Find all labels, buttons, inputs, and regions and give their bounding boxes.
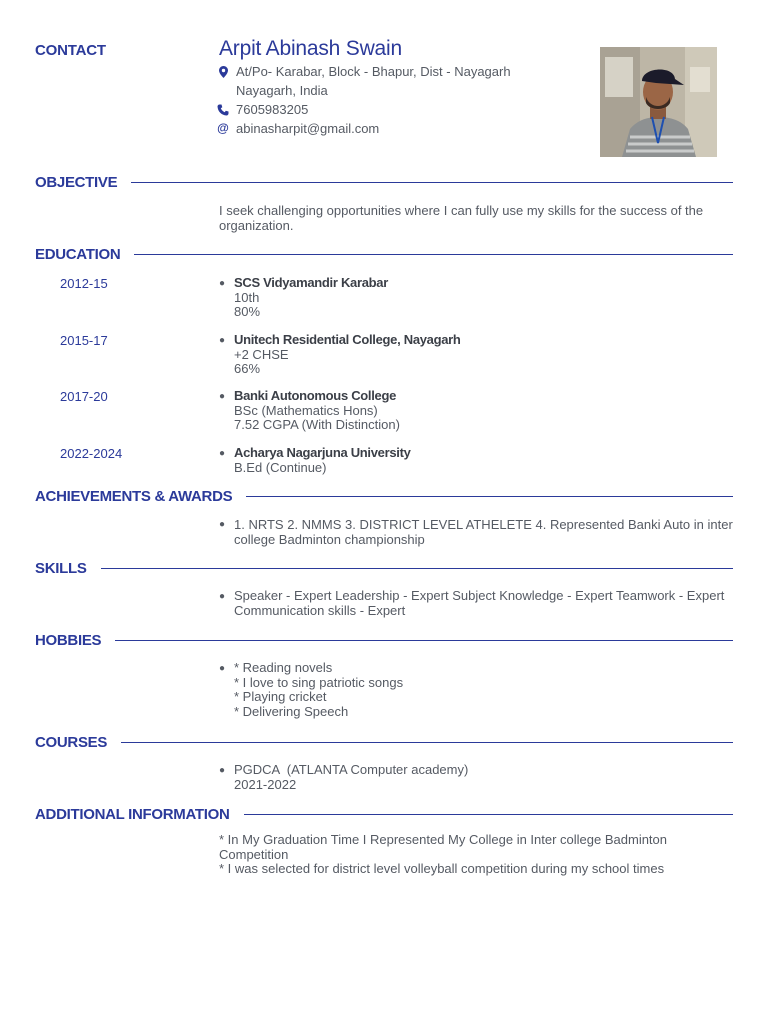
at-sign-icon: @	[217, 121, 229, 135]
section-title: HOBBIES	[35, 632, 102, 649]
bullet: ●	[219, 391, 226, 402]
hobby-item: * Reading novels	[234, 660, 333, 675]
phone-line	[214, 100, 511, 119]
course-name: PGDCA (ATLANTA Computer academy)	[234, 762, 469, 777]
bullet: ●	[219, 278, 226, 289]
bullet: ●	[219, 663, 226, 674]
divider	[131, 182, 733, 183]
section-title: ADDITIONAL INFORMATION	[35, 806, 230, 823]
education-score: 7.52 CGPA (With Distinction)	[234, 417, 400, 432]
address-line2: Nayagarh, India	[236, 83, 328, 98]
divider	[121, 742, 733, 743]
bullet: ●	[219, 765, 226, 776]
education-entry	[234, 276, 388, 320]
divider	[101, 568, 733, 569]
education-years: 2022-2024	[60, 446, 123, 461]
section-title: EDUCATION	[35, 246, 121, 263]
education-years: 2012-15	[60, 276, 108, 291]
skills-text: Speaker - Expert Leadership - Expert Subject Knowledge - Expert Teamwork - Expert Communication skills - Expert	[234, 588, 725, 618]
section-achievements	[35, 488, 733, 505]
section-skills	[35, 560, 733, 577]
address-line-2	[214, 81, 511, 100]
phone-icon	[214, 100, 232, 119]
email-line	[214, 119, 511, 138]
additional-line: * In My Graduation Time I Represented My College in Inter college Badminton Competition	[219, 832, 668, 862]
school-name: Acharya Nagarjuna University	[234, 445, 411, 460]
course-years: 2021-2022	[234, 776, 297, 792]
section-education	[35, 246, 733, 263]
school-name: Unitech Residential College, Nayagarh	[234, 332, 461, 347]
additional-line: * I was selected for district level volleyball competition during my school times	[219, 861, 665, 876]
email-address[interactable]: abinasharpit@gmail.com	[236, 121, 380, 136]
education-detail: +2 CHSE	[234, 346, 289, 362]
hobby-item: * Delivering Speech	[234, 703, 349, 719]
education-entry	[234, 389, 400, 433]
section-title: SKILLS	[35, 560, 87, 577]
education-years: 2015-17	[60, 333, 108, 348]
section-objective	[35, 174, 733, 191]
divider	[244, 814, 734, 815]
education-detail: 10th	[234, 289, 260, 305]
objective-text: I seek challenging opportunities where I can fully use my skills for the success of the organization.	[219, 203, 704, 233]
address-line1: At/Po- Karabar, Block - Bhapur, Dist - Nayagarh	[236, 64, 511, 79]
school-name: SCS Vidyamandir Karabar	[234, 275, 388, 290]
education-score: 66%	[234, 361, 261, 376]
divider	[115, 640, 733, 641]
hobbies-list	[234, 661, 734, 719]
additional-info	[219, 833, 719, 877]
address-line	[214, 62, 511, 81]
education-entry	[234, 333, 461, 377]
education-score: 80%	[234, 304, 261, 319]
education-detail: BSc (Mathematics Hons)	[234, 402, 378, 418]
school-name: Banki Autonomous College	[234, 388, 397, 403]
divider	[246, 496, 733, 497]
hobby-item: * Playing cricket	[234, 689, 327, 704]
phone-number[interactable]: 7605983205	[236, 102, 309, 117]
course-entry	[234, 763, 734, 792]
profile-photo	[600, 47, 717, 157]
bullet: ●	[219, 591, 226, 602]
section-title: COURSES	[35, 734, 108, 751]
hobby-item: * I love to sing patriotic songs	[234, 674, 404, 690]
education-entry	[234, 446, 411, 475]
candidate-name: Arpit Abinash Swain	[219, 37, 402, 60]
education-detail: B.Ed (Continue)	[234, 459, 327, 475]
section-hobbies	[35, 632, 733, 649]
contact-details	[214, 62, 511, 138]
section-title: OBJECTIVE	[35, 174, 118, 191]
section-title: ACHIEVEMENTS & AWARDS	[35, 488, 233, 505]
bullet: ●	[219, 519, 226, 530]
achievements-text: 1. NRTS 2. NMMS 3. DISTRICT LEVEL ATHELETE 4. Represented Banki Auto in inter college Badminton championship	[234, 517, 733, 547]
education-years: 2017-20	[60, 389, 108, 404]
section-courses	[35, 734, 733, 751]
bullet: ●	[219, 335, 226, 346]
location-pin-icon	[214, 62, 232, 81]
bullet: ●	[219, 448, 226, 459]
section-additional-information	[35, 806, 733, 823]
divider	[134, 254, 733, 255]
contact-label: CONTACT	[35, 42, 106, 59]
